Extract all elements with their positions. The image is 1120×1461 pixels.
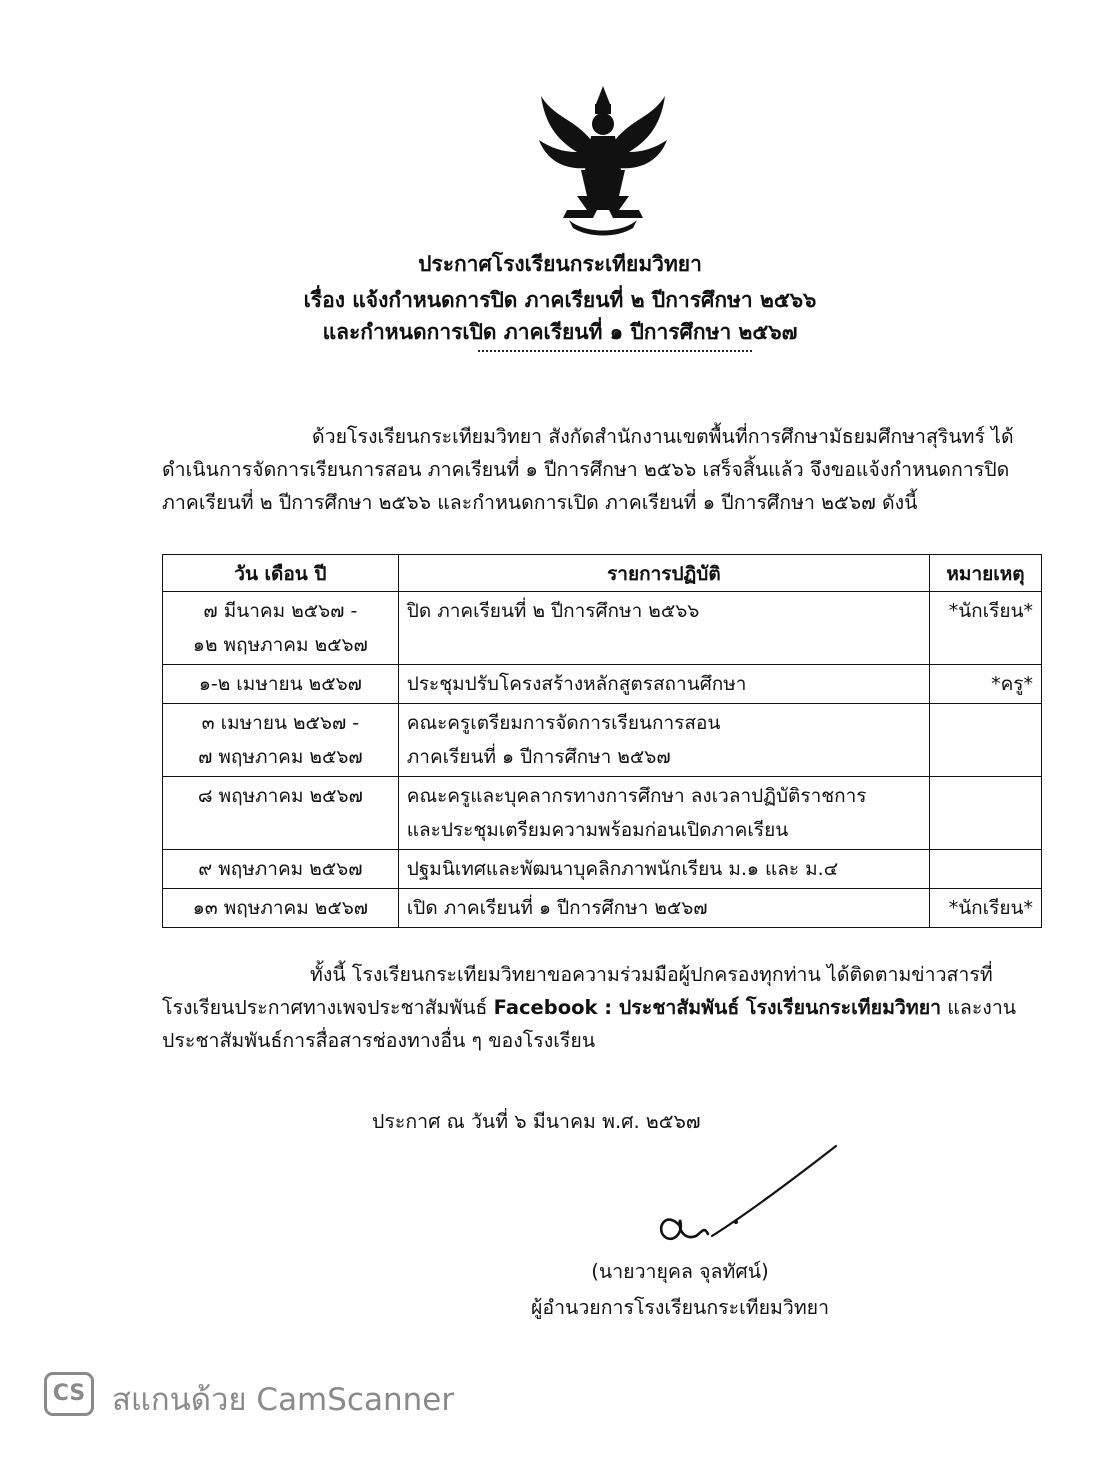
- facebook-page-name: Facebook : ประชาสัมพันธ์ โรงเรียนกระเทียมวิทยา: [493, 996, 942, 1019]
- signer-position: ผู้อำนวยการโรงเรียนกระเทียมวิทยา: [530, 1296, 830, 1319]
- note-cell: *ครู*: [930, 665, 1042, 704]
- announce-date: ประกาศ ณ วันที่ ๖ มีนาคม พ.ศ. ๒๕๖๗: [372, 1110, 701, 1133]
- camscanner-watermark: สแกนด้วย CamScanner: [112, 1382, 455, 1418]
- activity-cell: [398, 592, 929, 665]
- note-cell: *นักเรียน*: [930, 889, 1042, 928]
- date-text: ๑-๒ เมษายน ๒๕๖๗: [198, 673, 362, 695]
- date-text: ๙ พฤษภาคม ๒๕๖๗: [198, 858, 363, 880]
- closing-line: [162, 991, 1042, 1024]
- activity-cell: [398, 777, 929, 850]
- intro-paragraph: [162, 420, 1042, 519]
- date-cell: [163, 850, 399, 889]
- date-cell: [163, 704, 399, 777]
- table-header-row: [163, 555, 1042, 592]
- activity-text: ปฐมนิเทศและพัฒนาบุคลิกภาพนักเรียน ม.๑ และ ม.๔: [406, 858, 839, 880]
- table-row: [163, 592, 1042, 665]
- schedule-table: [162, 554, 1042, 928]
- date-cell: [163, 592, 399, 665]
- date-cell: [163, 889, 399, 928]
- activity-text: ประชุมปรับโครงสร้างหลักสูตรสถานศึกษา: [406, 673, 747, 695]
- activity-text: คณะครูและบุคลากรทางการศึกษา ลงเวลาปฏิบัติราชการ: [406, 785, 867, 807]
- activity-cell: [398, 704, 929, 777]
- note-cell: *นักเรียน*: [930, 592, 1042, 665]
- subject-line-2: และกำหนดการเปิด ภาคเรียนที่ ๑ ปีการศึกษา ๒๕๖๗: [322, 320, 798, 344]
- date-text: ๑๓ พฤษภาคม ๒๕๖๗: [192, 897, 369, 919]
- date-cell: [163, 665, 399, 704]
- closing-text: โรงเรียนประกาศทางเพจประชาสัมพันธ์: [162, 996, 494, 1019]
- signer-name: (นายวายุคล จุลทัศน์): [591, 1260, 769, 1283]
- activity-text: เปิด ภาคเรียนที่ ๑ ปีการศึกษา ๒๕๖๗: [406, 897, 708, 919]
- activity-text: คณะครูเตรียมการจัดการเรียนการสอน: [406, 712, 721, 734]
- table-row: [163, 889, 1042, 928]
- date-text: ๗ พฤษภาคม ๒๕๖๗: [198, 746, 363, 768]
- note-cell: [930, 704, 1042, 777]
- table-row: [163, 850, 1042, 889]
- subject-line-1: เรื่อง แจ้งกำหนดการปิด ภาคเรียนที่ ๒ ปีการศึกษา ๒๕๖๖: [303, 288, 817, 312]
- activity-text: ปิด ภาคเรียนที่ ๒ ปีการศึกษา ๒๕๖๖: [406, 600, 700, 622]
- date-cell: [163, 777, 399, 850]
- intro-line: ด้วยโรงเรียนกระเทียมวิทยา สังกัดสำนักงานเขตพื้นที่การศึกษามัธยมศึกษาสุรินทร์ ได้: [312, 425, 1014, 448]
- dotted-divider: [478, 350, 752, 352]
- closing-paragraph: [162, 958, 1042, 1057]
- camscanner-logo-icon: CS: [44, 1372, 94, 1416]
- header-note: หมายเหตุ: [930, 555, 1042, 592]
- date-text: ๑๒ พฤษภาคม ๒๕๖๗: [192, 634, 368, 656]
- note-cell: [930, 850, 1042, 889]
- closing-text: และงาน: [941, 996, 1017, 1019]
- activity-cell: [398, 665, 929, 704]
- activity-cell: [398, 889, 929, 928]
- garuda-emblem-icon: [533, 78, 673, 240]
- note-cell: [930, 777, 1042, 850]
- intro-line: ดำเนินการจัดการเรียนการสอน ภาคเรียนที่ ๑ ปีการศึกษา ๒๕๖๖ เสร็จสิ้นแล้ว จึงขอแจ้งกำหนดการปิด: [162, 458, 1010, 481]
- signature-icon: [640, 1140, 840, 1250]
- date-text: ๗ มีนาคม ๒๕๖๗ -: [203, 600, 358, 622]
- closing-line: ทั้งนี้ โรงเรียนกระเทียมวิทยาขอความร่วมมือผู้ปกครองทุกท่าน ได้ติดตามข่าวสารที่: [310, 963, 993, 986]
- announcement-title: ประกาศโรงเรียนกระเทียมวิทยา: [418, 252, 702, 276]
- intro-line: ภาคเรียนที่ ๒ ปีการศึกษา ๒๕๖๖ และกำหนดการเปิด ภาคเรียนที่ ๑ ปีการศึกษา ๒๕๖๗ ดังนี้: [162, 491, 918, 514]
- header-activity: รายการปฏิบัติ: [398, 555, 929, 592]
- date-text: ๘ พฤษภาคม ๒๕๖๗: [197, 785, 363, 807]
- activity-cell: [398, 850, 929, 889]
- date-text: ๓ เมษายน ๒๕๖๗ -: [201, 712, 360, 734]
- table-row: [163, 777, 1042, 850]
- table-row: [163, 665, 1042, 704]
- header-date: วัน เดือน ปี: [163, 555, 399, 592]
- activity-text: ภาคเรียนที่ ๑ ปีการศึกษา ๒๕๖๗: [406, 746, 671, 768]
- closing-line: ประชาสัมพันธ์การสื่อสารช่องทางอื่น ๆ ของโรงเรียน: [162, 1029, 596, 1052]
- table-row: [163, 704, 1042, 777]
- activity-text: และประชุมเตรียมความพร้อมก่อนเปิดภาคเรียน: [406, 819, 789, 841]
